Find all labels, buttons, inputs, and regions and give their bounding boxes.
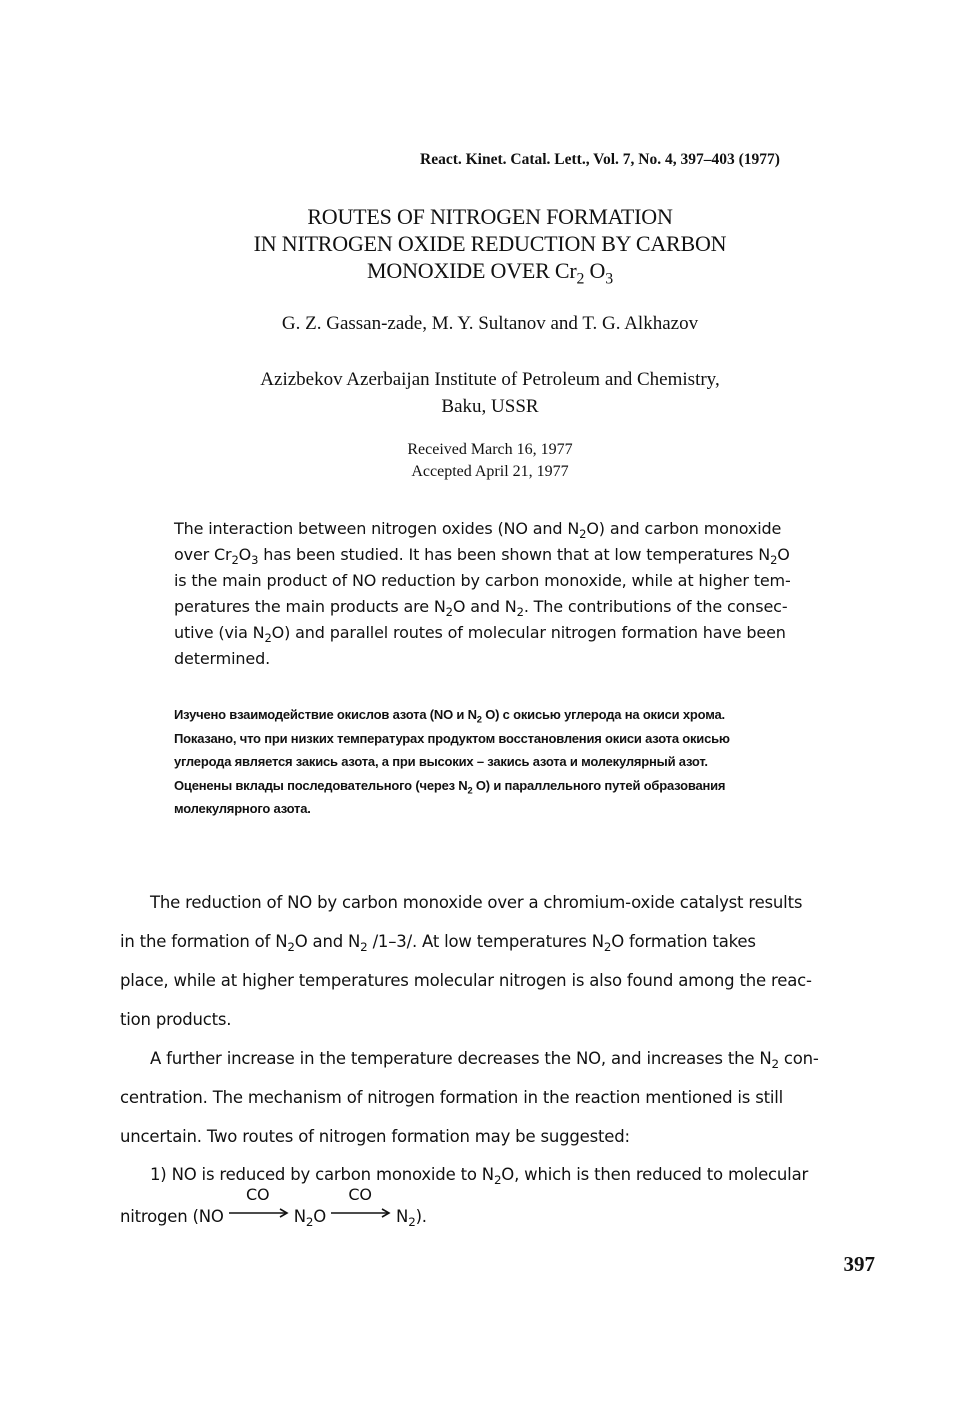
text: O, which is then reduced to molecular: [501, 1165, 809, 1184]
body-line: [120, 932, 756, 955]
abstract-english: [174, 516, 874, 672]
text: Оценены вклады последовательного (через N: [174, 777, 468, 793]
subscript: 2: [493, 1173, 502, 1188]
subscript: 2: [770, 553, 778, 568]
abstract-line: [174, 542, 874, 568]
subscript: 2: [476, 714, 482, 725]
subscript: 2: [445, 605, 453, 620]
subscript: 2: [264, 631, 272, 646]
subscript: 2: [579, 527, 587, 542]
arrow-label: CO: [348, 1185, 372, 1204]
body-line: tion products.: [120, 1010, 232, 1029]
subscript: 2: [287, 940, 295, 955]
body-line: place, while at higher temperatures molecular nitrogen is also found among the reac-: [120, 971, 812, 990]
text: 1) NO is reduced by carbon monoxide to N: [150, 1165, 494, 1184]
affiliation-line-2: Baku, USSR: [441, 396, 539, 417]
reaction-arrow: [330, 1185, 392, 1224]
body-line: centration. The mechanism of nitrogen formation in the reaction mentioned is still: [120, 1088, 784, 1107]
affiliation: [150, 366, 830, 420]
abstract-line: determined.: [174, 649, 271, 668]
subscript: 3: [251, 553, 259, 568]
text: O: [313, 1207, 327, 1226]
affiliation-line-1: Azizbekov Azerbaijan Institute of Petroleum and Chemistry,: [260, 369, 720, 390]
received-date: Received March 16, 1977: [407, 441, 573, 458]
subscript: 2: [408, 1215, 416, 1230]
right-arrow-icon: [228, 1207, 290, 1219]
text: utive (via N: [174, 623, 265, 642]
text: /1–3/. At low temperatures N: [367, 932, 604, 951]
journal-citation: React. Kinet. Catal. Lett., Vol. 7, No. 4, 397–403 (1977): [420, 151, 780, 168]
reaction-scheme-line: [120, 1185, 427, 1230]
subscript: 2: [771, 1057, 779, 1072]
subscript: 2: [360, 940, 368, 955]
text: O) and parallel routes of molecular nitrogen formation have been: [271, 623, 786, 642]
title-line-1: ROUTES OF NITROGEN FORMATION: [307, 204, 673, 229]
paper-title: [150, 203, 830, 288]
abstract-ru-line: молекулярного азота.: [174, 801, 311, 816]
subscript: 3: [605, 270, 613, 288]
text: O: [777, 545, 790, 564]
reaction-arrow: [228, 1185, 290, 1224]
text: O and N: [452, 597, 517, 616]
text: O) and carbon monoxide: [586, 519, 782, 538]
title-line-2: IN NITROGEN OXIDE REDUCTION BY CARBON: [253, 231, 727, 256]
subscript: 2: [603, 940, 612, 955]
abstract-line: is the main product of NO reduction by carbon monoxide, while at higher tem-: [174, 571, 791, 590]
submission-dates: [300, 439, 680, 483]
text: Изучено взаимодействие окислов азота (NO и N: [174, 707, 477, 722]
text: O: [238, 545, 252, 564]
title-text: O: [584, 258, 606, 283]
body-line: [150, 1049, 819, 1072]
text: The interaction between nitrogen oxides (NO and N: [174, 519, 580, 538]
text: con-: [778, 1049, 819, 1068]
abstract-russian: [174, 703, 874, 821]
text: has been studied. It has been shown that at low temperatures N: [258, 545, 771, 564]
text: over Cr: [174, 545, 232, 564]
text: O) и параллельного путей образования: [472, 777, 726, 793]
abstract-line: [174, 620, 874, 646]
body-line: The reduction of NO by carbon monoxide over a chromium-oxide catalyst results: [150, 893, 803, 912]
title-line-3: [150, 257, 830, 288]
subscript: 2: [467, 784, 473, 795]
text: nitrogen (NO: [120, 1207, 224, 1226]
abstract-ru-line: [174, 774, 874, 798]
text: A further increase in the temperature decreases the NO, and increases the N: [150, 1049, 772, 1068]
title-text: MONOXIDE OVER Cr: [367, 258, 577, 283]
page-number: 397: [843, 1252, 875, 1276]
body-line: uncertain. Two routes of nitrogen formation may be suggested:: [120, 1127, 630, 1146]
subscript: 2: [231, 553, 239, 568]
subscript: 2: [516, 605, 524, 620]
text: N: [396, 1207, 409, 1226]
text: ).: [415, 1207, 427, 1226]
text: peratures the main products are N: [174, 597, 446, 616]
text: O formation takes: [611, 932, 756, 951]
authors: G. Z. Gassan-zade, M. Y. Sultanov and T. G. Alkhazov: [281, 313, 699, 334]
abstract-line: [174, 516, 874, 542]
text: . The contributions of the consec-: [523, 597, 788, 616]
subscript: 2: [576, 270, 585, 288]
arrow-label: CO: [246, 1185, 270, 1204]
text: O) с окисью углерода на окиси хрома.: [481, 707, 725, 722]
abstract-ru-line: [174, 703, 874, 727]
text: O and N: [294, 932, 361, 951]
right-arrow-icon: [330, 1207, 392, 1219]
subscript: 2: [305, 1215, 314, 1230]
abstract-ru-line: углерода является закись азота, а при высоких – закись азота и молекулярный азот.: [174, 754, 708, 769]
body-line: [150, 1165, 809, 1188]
accepted-date: Accepted April 21, 1977: [411, 463, 569, 480]
text: N: [293, 1207, 306, 1226]
text: in the formation of N: [120, 932, 288, 951]
abstract-ru-line: Показано, что при низких температурах продуктом восстановления окиси азота окисью: [174, 730, 730, 746]
abstract-line: [174, 594, 874, 620]
